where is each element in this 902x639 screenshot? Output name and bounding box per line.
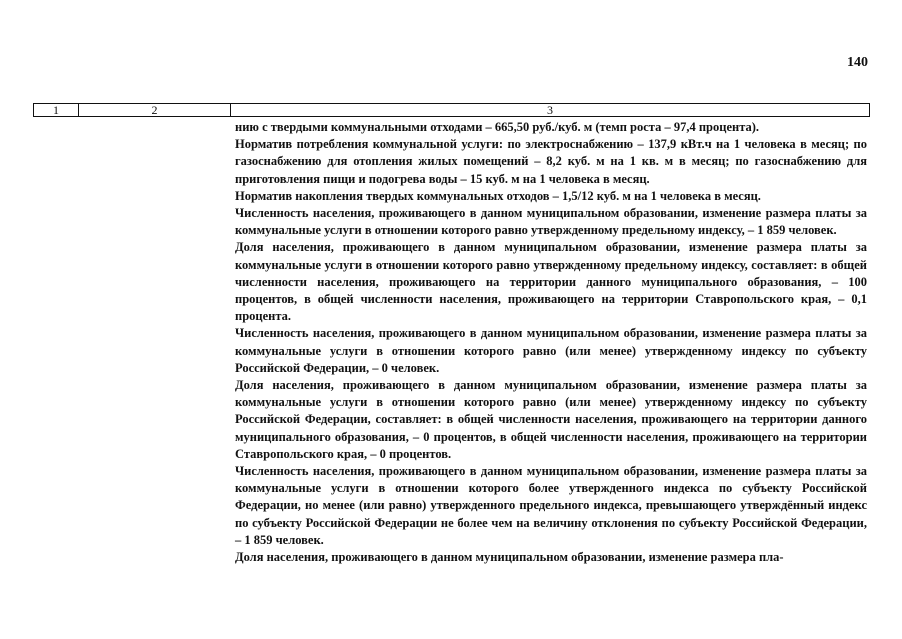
table-header-col-2: 2 bbox=[79, 104, 231, 116]
paragraph: Численность населения, проживающего в данном муниципальном образовании, изменение размера платы за коммунальные услуги в отношении которого более утвержденного индекса по субъекту Российской Федерации, но менее (или равно) утвержденного предельного индекса, превышающего утверждённый индекс по субъекту Российской Федерации не более чем на величину отклонения по субъекту Российской Федерации, – 1 859 человек. bbox=[235, 464, 867, 547]
paragraph: нию с твердыми коммунальными отходами – 665,50 руб./куб. м (темп роста – 97,4 процента). bbox=[235, 120, 760, 134]
page-number: 140 bbox=[847, 55, 868, 70]
table-header-row bbox=[33, 103, 870, 117]
paragraph: Доля населения, проживающего в данном муниципальном образовании, изменение размера пла- bbox=[235, 550, 784, 565]
paragraph: Норматив потребления коммунальной услуги: по электроснабжению – 137,9 кВт.ч на 1 человека в месяц; по газоснабжению для отопления жилых помещений – 8,2 куб. м на 1 кв. м в месяц; по газоснабжению для приготовления пищи и подогрева воды – 15 куб. м на 1 человека в месяц. bbox=[235, 137, 867, 186]
paragraph: Норматив накопления твердых коммунальных отходов – 1,5/12 куб. м на 1 человека в месяц. bbox=[235, 188, 761, 203]
paragraph: Доля населения, проживающего в данном муниципальном образовании, изменение размера платы за коммунальные услуги в отношении которого равно (или менее) утвержденному индексу по субъекту Российской Федерации, составляет: в общей численности населения, проживающего на территории данного муниципального образования, – 0 процентов, в общей численности населения, проживающего на территории Ставропольского края, – 0 процентов. bbox=[235, 378, 867, 461]
table-header-col-3: 3 bbox=[547, 103, 553, 117]
column-3-text bbox=[235, 119, 867, 566]
paragraph: Численность населения, проживающего в данном муниципальном образовании, изменение размера платы за коммунальные услуги в отношении которого равно утвержденному предельному индексу, – 1 859 человек. bbox=[235, 206, 867, 238]
paragraph: Доля населения, проживающего в данном муниципальном образовании, изменение размера платы за коммунальные услуги в отношении которого равно утвержденному предельному индексу, составляет: в общей численности населения, проживающего на территории данного муниципального образования, – 100 процентов, в общей численности населения, проживающего на территории Ставропольского края, – 0,1 процента. bbox=[235, 240, 867, 324]
paragraph: Численность населения, проживающего в данном муниципальном образовании, изменение размера платы за коммунальные услуги в отношении которого равно (или менее) утвержденному индексу по субъекту Российской Федерации, – 0 человек. bbox=[235, 326, 867, 375]
table-header-col-1: 1 bbox=[34, 104, 79, 116]
